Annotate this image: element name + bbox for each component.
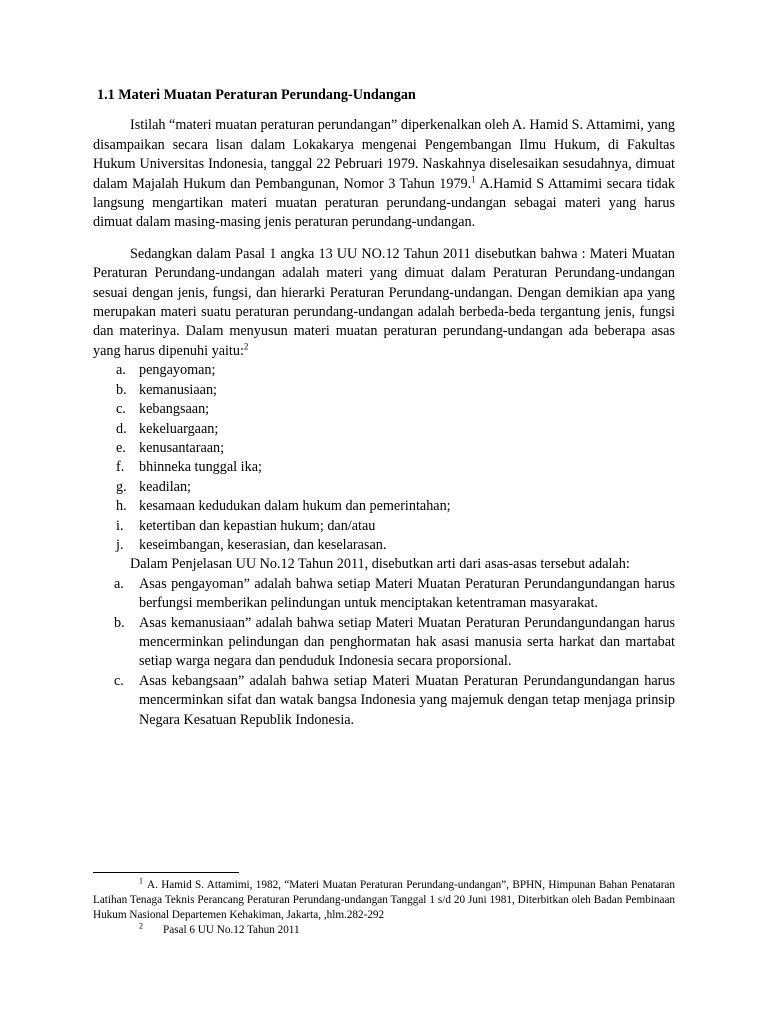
list-item-text: bhinneka tunggal ika; [139,459,262,476]
explanation-item [93,672,675,730]
list-item-text: kekeluargaan; [139,420,219,437]
list-item-text: kenusantaraan; [139,439,225,456]
explanation-text: Asas kebangsaan” adalah bahwa setiap Materi Muatan Peraturan Perundangundangan harus mencerminkan sifat dan watak bangsa Indonesia yang majemuk dengan tetap menjaga prinsip Negara Kesatuan Republik Indonesia. [139,672,675,728]
asas-list [93,361,675,555]
paragraph-1-text-a: Istilah “materi muatan peraturan perundangan” diperkenalkan oleh A. Hamid S. Attamimi, yang disampaikan secara lisan dalam Lokakarya mengenai Pengembangan Ilmu Hukum, di Fakultas Hukum Universitas Indonesia, tanggal 22 Pebruari 1979. Naskahnya diselesaikan sesudahnya, dimuat dalam Majalah Hukum dan Pembangunan, Nomor 3 Tahun 1979. [93,117,675,192]
list-item-text: pengayoman; [139,362,216,379]
footnote-ref-2[interactable]: 2 [243,341,249,352]
list-marker: j. [116,536,124,553]
explanation-marker: c. [114,672,124,689]
list-item-text: kebangsaan; [139,401,210,418]
list-item [93,497,675,516]
list-item [93,478,675,497]
list-marker: d. [116,420,127,437]
explanation-marker: b. [114,614,125,631]
list-marker: g. [116,478,127,495]
list-item-text: kesamaan kedudukan dalam hukum dan pemerintahan; [139,498,451,515]
list-marker: b. [116,381,127,398]
list-item [93,517,675,536]
list-item-text: keadilan; [139,478,191,495]
footnote-ref-1[interactable]: 1 [471,173,476,184]
explanation-item [93,614,675,672]
footnote-number: 1 [139,876,143,886]
footnote-number: 2 [139,921,143,931]
footnote-text: Pasal 6 UU No.12 Tahun 2011 [163,924,300,936]
list-item-text: ketertiban dan kepastian hukum; dan/atau [139,517,376,534]
list-item [93,361,675,380]
footnote-separator [93,872,239,873]
explanation-marker: a. [114,575,124,592]
list-item [93,458,675,477]
list-marker: i. [116,517,124,534]
list-marker: f. [116,459,125,476]
list-item [93,381,675,400]
paragraph-2 [93,245,675,361]
list-item [93,439,675,458]
list-marker: e. [116,439,126,456]
footnote-1 [93,878,675,923]
list-item [93,536,675,555]
list-item-text: keseimbangan, keserasian, dan keselarasan. [139,536,387,553]
footnote-2 [93,923,675,938]
list-marker: a. [116,362,126,379]
list-marker: c. [116,401,126,418]
footnote-text: A. Hamid S. Attamimi, 1982, “Materi Muatan Peraturan Perundang-undangan”, BPHN, Himpunan Bahan Penataran Latihan Tenaga Teknis Perancang Peraturan Perundang-undangan Tanggal 1 s/d 20 Juni 1981, Diterbitkan oleh Badan Pembinaan Hukum Nasional Departemen Kehakiman, Jakarta, ,hlm.282-292 [93,879,675,921]
explanation-text: Asas pengayoman” adalah bahwa setiap Materi Muatan Peraturan Perundangundangan harus berfungsi memberikan pelindungan untuk menciptakan ketentraman masyarakat. [139,575,675,612]
paragraph-2-text: Sedangkan dalam Pasal 1 angka 13 UU NO.12 Tahun 2011 disebutkan bahwa : Materi Muatan Peraturan Perundang-undangan adalah materi yang dimuat dalam Peraturan Perundang-undangan sesuai dengan jenis, fungsi, dan hierarki Peraturan Perundang-undangan. Dengan demikian apa yang merupakan materi suatu peraturan perundang-undangan adalah berbeda-beda tergantung jenis, fungsi dan materinya. Dalam menyusun materi muatan peraturan perundang-undangan ada beberapa asas yang harus dipenuhi yaitu: [93,245,675,359]
explanation-item [93,575,675,614]
list-item [93,400,675,419]
list-marker: h. [116,498,127,515]
section-heading: 1.1 Materi Muatan Peraturan Perundang-Undangan [97,87,416,103]
paragraph-1 [93,116,675,232]
document-body [93,86,675,730]
explanation-list [93,575,675,730]
paragraph-3: Dalam Penjelasan UU No.12 Tahun 2011, disebutkan arti dari asas-asas tersebut adalah: [130,556,630,573]
paragraph-1-text-b: A.Hamid S Attamimi secara tidak langsung mengartikan materi muatan peraturan perundang-undangan sebagai materi yang harus dimuat dalam masing-masing jenis peraturan perundang-undangan. [93,175,676,231]
list-item-text: kemanusiaan; [139,381,218,398]
explanation-text: Asas kemanusiaan” adalah bahwa setiap Materi Muatan Peraturan Perundangundangan harus mencerminkan pelindungan dan penghormatan hak asasi manusia serta harkat dan martabat setiap warga negara dan penduduk Indonesia secara proporsional. [139,614,675,670]
list-item [93,420,675,439]
footnotes [93,872,675,938]
